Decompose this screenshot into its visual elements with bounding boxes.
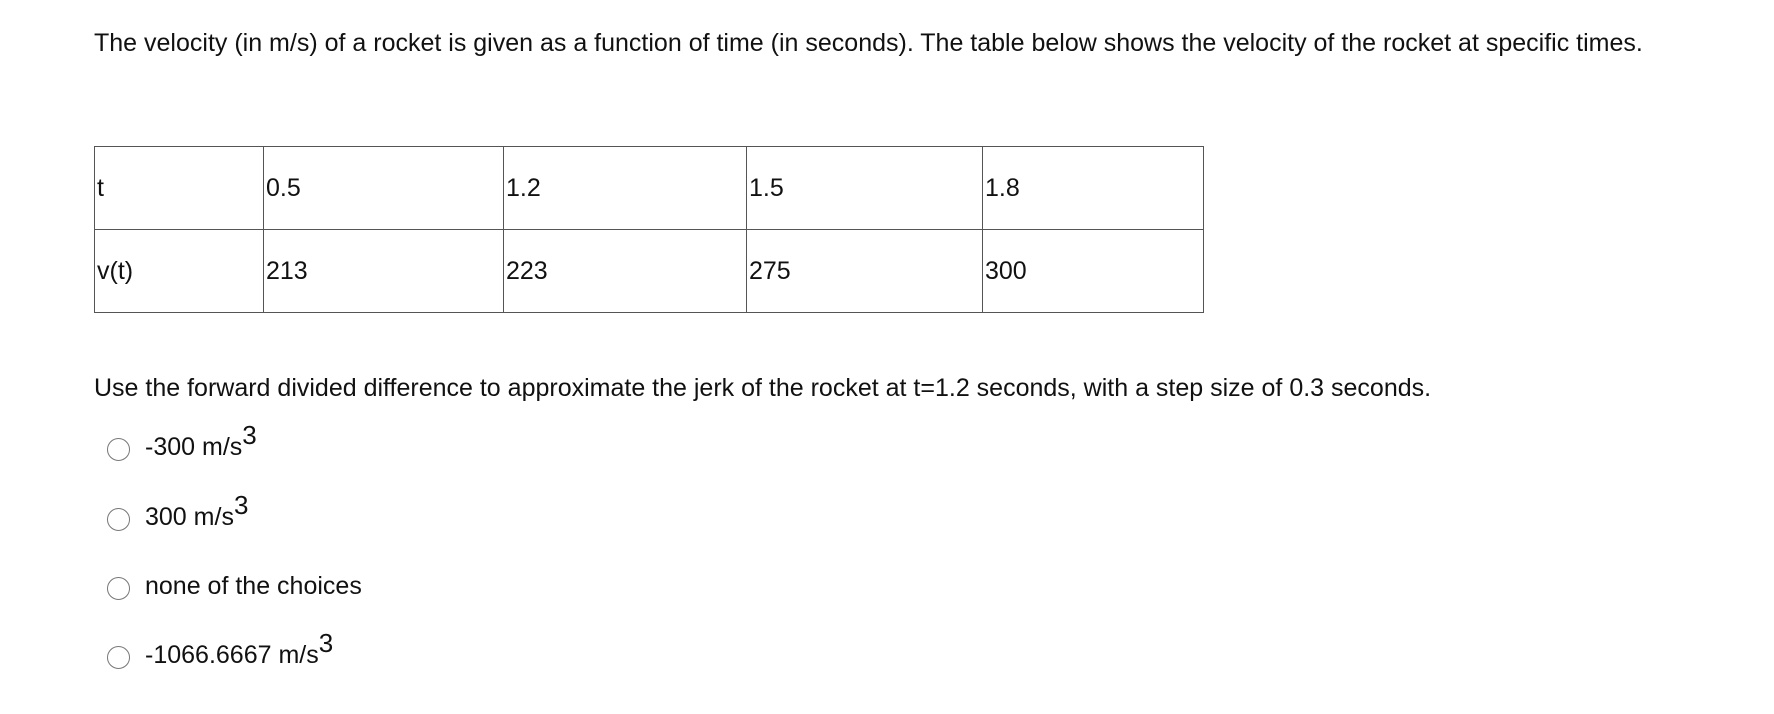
table-cell: 275	[747, 230, 983, 313]
table-row-header: t	[95, 147, 264, 230]
option-label: none of the choices	[145, 572, 362, 600]
table-cell: 1.8	[983, 147, 1204, 230]
table-cell: 223	[504, 230, 747, 313]
answer-option[interactable]	[107, 489, 249, 532]
radio-button[interactable]	[107, 438, 130, 461]
radio-button[interactable]	[107, 508, 130, 531]
answer-option[interactable]	[107, 627, 334, 670]
answer-option[interactable]	[107, 571, 362, 601]
intro-text: The velocity (in m/s) of a rocket is given as a function of time (in seconds). The table below shows the velocity of the rocket at specific times.	[94, 29, 1643, 57]
table-cell: 1.2	[504, 147, 747, 230]
table-row	[95, 230, 1204, 313]
table-cell: 0.5	[264, 147, 504, 230]
table-row	[95, 147, 1204, 230]
radio-button[interactable]	[107, 577, 130, 600]
table-cell: 213	[264, 230, 504, 313]
radio-button[interactable]	[107, 646, 130, 669]
table-cell: 1.5	[747, 147, 983, 230]
table-cell: 300	[983, 230, 1204, 313]
velocity-table	[94, 146, 1204, 313]
option-label: -300 $m/s^3$	[145, 419, 257, 461]
option-label: 300 $m/s^3$	[145, 489, 249, 531]
option-label: -1066.6667 $m/s^3$	[145, 627, 334, 669]
table-row-header: v(t)	[95, 230, 264, 313]
answer-option[interactable]	[107, 419, 257, 462]
question-text: Use the forward divided difference to approximate the jerk of the rocket at t=1.2 seconds, with a step size of 0.3 seconds.	[94, 374, 1432, 402]
